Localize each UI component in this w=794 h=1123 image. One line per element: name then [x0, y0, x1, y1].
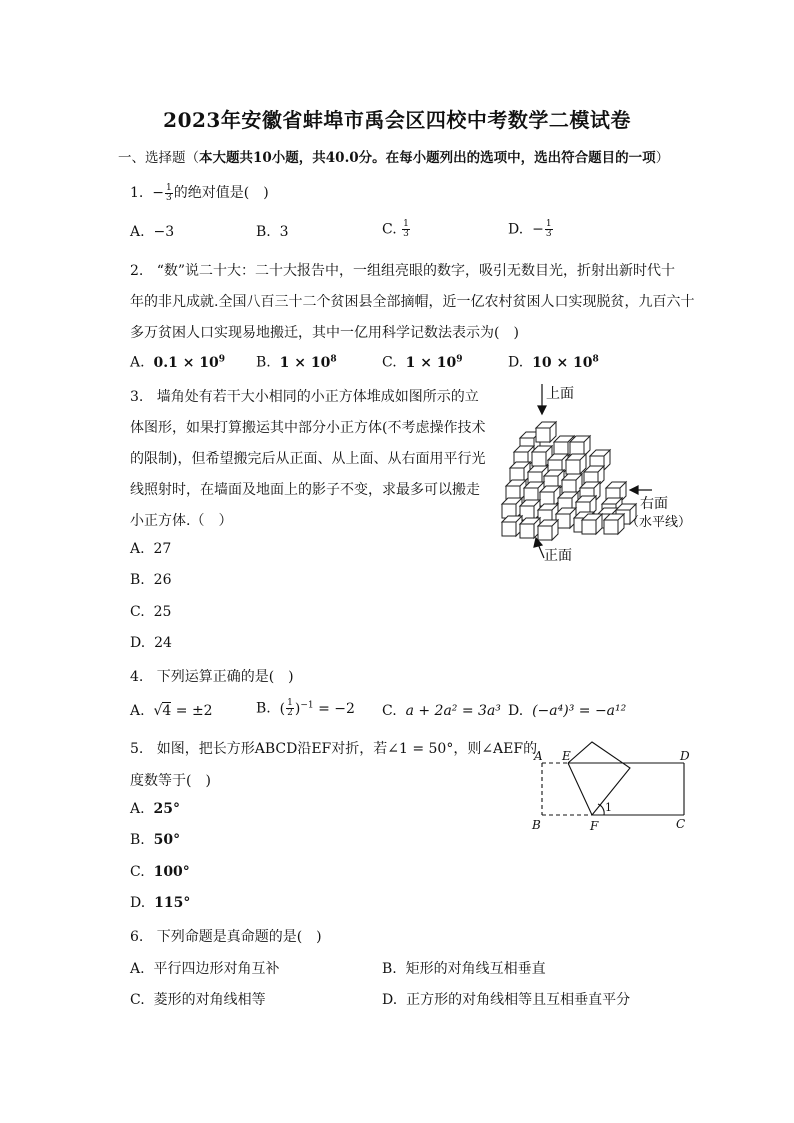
fold-rectangle-figure — [526, 740, 701, 835]
question-number: 6. — [130, 929, 144, 945]
q5-option-b[interactable]: B. 50° — [130, 832, 181, 848]
label-D: D — [680, 749, 690, 763]
q4-option-b[interactable]: B. ( $\frac{1}{2}$ )$^{-1}$ = −2 — [256, 698, 355, 718]
q6-option-d[interactable]: D. 正方形的对角线相等且互相垂直平分 — [382, 992, 631, 1008]
label-angle-1: 1 — [605, 801, 612, 814]
label-C: C — [676, 817, 686, 831]
section-prefix: 一、选择题（ — [118, 150, 199, 166]
question-3-line-3: 的限制)，但希望搬完后从正面、从上面、从右面用平行光 — [130, 451, 486, 467]
question-4-stem: 4. 下列运算正确的是( ) — [130, 669, 294, 685]
q6-option-a[interactable]: A. 平行四边形对角互补 — [130, 961, 280, 977]
q3-option-d[interactable]: D. 24 — [130, 635, 172, 651]
section-header — [118, 146, 669, 166]
question-number: 2. — [130, 263, 144, 279]
q6-option-b[interactable]: B. 矩形的对角线互相垂直 — [382, 961, 546, 977]
q1-option-b[interactable]: B. 3 — [256, 224, 289, 240]
question-2-line-1: 2. “数”说二十大：二十大报告中，一组组亮眼的数字，吸引无数目光，折射出新时代十 — [130, 263, 676, 279]
q1-option-c[interactable]: C. $\frac{1}{3}$ — [382, 219, 409, 239]
cube-stack — [502, 422, 636, 540]
q1-option-d[interactable]: D. − $\frac{1}{3}$ — [508, 219, 552, 239]
label-E: E — [562, 749, 571, 763]
q2-option-d[interactable]: D. $10 \times 10^8$ — [508, 354, 599, 371]
question-6-stem: 6. 下列命题是真命题的是( ) — [130, 929, 322, 945]
section-suffix: ） — [655, 150, 670, 166]
question-1-stem — [130, 182, 269, 203]
question-3-line-5: 小正方体.（ ） — [130, 513, 233, 529]
q4-option-c[interactable]: C. a + 2a² = 3a³ — [382, 703, 501, 719]
fraction: $\frac{1}{3}$ — [166, 182, 172, 203]
q3-option-a[interactable]: A. 27 — [130, 541, 172, 557]
label-A: A — [534, 749, 543, 763]
q1-option-a[interactable]: A. −3 — [130, 224, 175, 240]
q5-option-a[interactable]: A. 25° — [130, 801, 180, 817]
question-2-line-2: 年的非凡成就.全国八百三十二个贫困县全部摘帽，近一亿农村贫困人口实现脱贫，九百六十 — [130, 294, 695, 310]
question-2-line-3: 多万贫困人口实现易地搬迁，其中一亿用科学记数法表示为( ) — [130, 325, 519, 341]
question-3-line-4: 线照射时，在墙面及地面上的影子不变，求最多可以搬走 — [130, 482, 480, 498]
question-text: 的绝对值是( ) — [173, 185, 269, 201]
cube-stack-figure — [498, 380, 698, 565]
question-number: 4. — [130, 669, 144, 685]
page-title: 2023年安徽省蚌埠市禹会区四校中考数学二模试卷 — [163, 108, 631, 132]
label-F: F — [590, 819, 599, 833]
q4-option-d[interactable]: D. (−a⁴)³ = −a¹² — [508, 703, 627, 719]
fold-line-EF — [568, 763, 592, 815]
question-3-line-1: 3. 墙角处有若干大小相同的小正方体堆成如图所示的立 — [130, 389, 479, 405]
q3-option-c[interactable]: C. 25 — [130, 604, 172, 620]
q2-option-a[interactable]: A. $0.1 \times 10^9$ — [130, 354, 226, 371]
right-view-sub: （水平线） — [626, 515, 692, 530]
q6-option-c[interactable]: C. 菱形的对角线相等 — [130, 992, 266, 1008]
question-number: 3. — [130, 389, 144, 405]
q5-option-d[interactable]: D. 115° — [130, 895, 191, 911]
question-3-line-2: 体图形，如果打算搬运其中部分小正方体(不考虑操作技术 — [130, 420, 486, 436]
front-view-label: 正面 — [544, 548, 572, 564]
question-number: 1. — [130, 185, 144, 201]
q3-option-b[interactable]: B. 26 — [130, 572, 172, 588]
question-5-line-1: 5. 如图，把长方形ABCD沿EF对折，若∠1 = 50°，则∠AEF的 — [130, 741, 538, 757]
top-view-label: 上面 — [546, 386, 574, 402]
q5-option-c[interactable]: C. 100° — [130, 864, 190, 880]
right-view-label: 右面 — [640, 496, 668, 512]
q2-option-b[interactable]: B. $1 \times 10^8$ — [256, 354, 337, 371]
q2-option-c[interactable]: C. $1 \times 10^9$ — [382, 354, 463, 371]
minus-sign: − — [152, 185, 164, 201]
question-number: 5. — [130, 741, 144, 757]
question-5-line-2: 度数等于( ) — [130, 773, 211, 789]
label-B: B — [532, 818, 541, 832]
section-bold: 本大题共10小题，共40.0分。在每小题列出的选项中，选出符合题目的一项 — [199, 150, 656, 166]
q4-option-a[interactable]: A. √4 = ±2 — [130, 703, 213, 719]
